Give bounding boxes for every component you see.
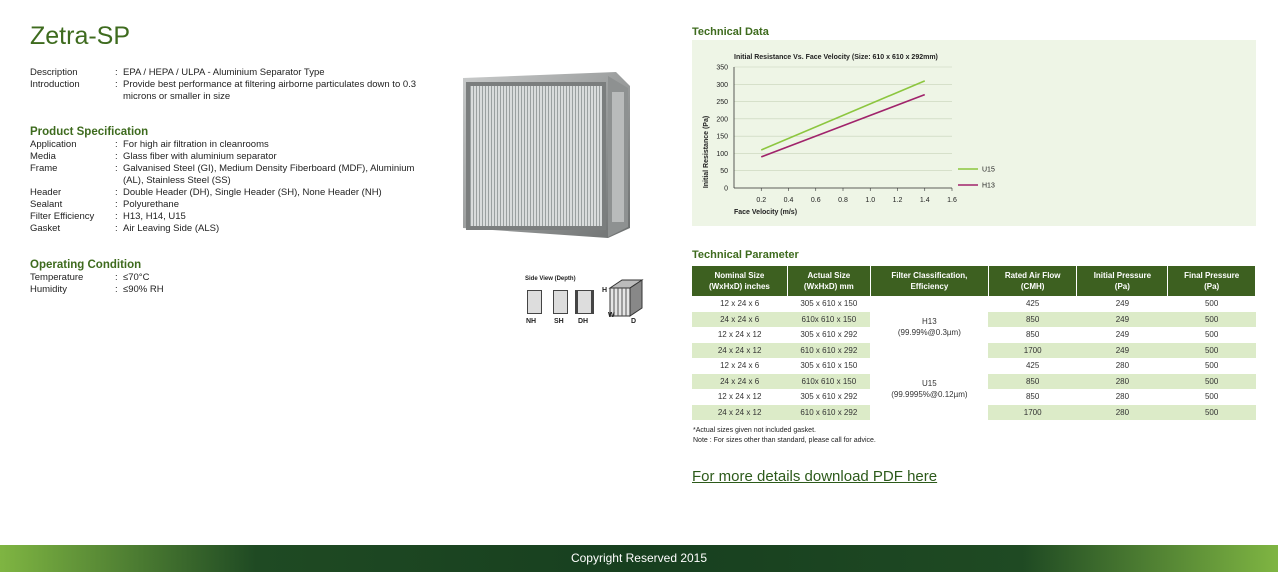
chart-x-tick-label: 1.2 bbox=[892, 197, 903, 204]
actual-size-cell: 305 x 610 x 292 bbox=[800, 392, 858, 402]
operating-label: Temperature bbox=[30, 272, 84, 283]
dimension-label-h: H bbox=[602, 287, 608, 294]
filter-product-image bbox=[458, 72, 633, 242]
legend-label: U15 bbox=[982, 166, 995, 174]
final-pressure-cell: 500 bbox=[1204, 392, 1219, 402]
copyright-text: Copyright Reserved 2015 bbox=[570, 551, 708, 565]
final-pressure-cell: 500 bbox=[1204, 330, 1219, 340]
spec-row: Application : For high air filtration in cleanrooms bbox=[30, 139, 423, 151]
resistance-chart-panel bbox=[692, 40, 1256, 226]
chart-y-tick-label: 200 bbox=[716, 116, 728, 124]
nominal-size-cell: 24 x 24 x 12 bbox=[692, 405, 787, 421]
download-pdf-link[interactable]: For more details download PDF here bbox=[692, 468, 938, 485]
technical-parameter-heading: Technical Parameter bbox=[692, 249, 799, 261]
spec-value: For high air filtration in cleanrooms bbox=[123, 139, 269, 150]
nominal-size-cell: 12 x 24 x 12 bbox=[717, 392, 762, 402]
operating-condition-heading: Operating Condition bbox=[30, 259, 142, 271]
final-pressure-cell: 500 bbox=[1204, 299, 1219, 309]
chart-y-tick-label: 350 bbox=[716, 64, 728, 72]
column-header: Nominal Size (WxHxD) inches bbox=[692, 266, 787, 296]
resistance-chart bbox=[692, 40, 1256, 226]
operating-condition-list bbox=[30, 272, 423, 296]
chart-y-tick-label: 300 bbox=[716, 81, 728, 89]
chart-x-axis-label: Face Velocity (m/s) bbox=[734, 209, 798, 216]
rated-air-flow-cell: 425 bbox=[1025, 361, 1040, 371]
actual-size-cell: 610x 610 x 150 bbox=[787, 374, 870, 390]
nominal-size-cell: 12 x 24 x 12 bbox=[717, 330, 762, 340]
operating-row: Humidity : ≤90% RH bbox=[30, 284, 423, 296]
operating-label: Humidity bbox=[30, 284, 67, 295]
product-specification-list bbox=[30, 139, 423, 235]
chart-y-tick-label: 0 bbox=[724, 185, 728, 193]
column-header: Actual Size (WxHxD) mm bbox=[787, 266, 870, 296]
side-view-dh-box bbox=[575, 290, 594, 314]
introduction-label: Introduction bbox=[30, 79, 80, 90]
dimension-label-d: D bbox=[631, 318, 637, 325]
nominal-size-cell: 12 x 24 x 6 bbox=[720, 299, 760, 309]
side-view-title: Side View (Depth) bbox=[525, 276, 576, 282]
actual-size-cell: 305 x 610 x 292 bbox=[800, 330, 858, 340]
initial-pressure-cell: 280 bbox=[1077, 374, 1168, 390]
final-pressure-cell: 500 bbox=[1168, 343, 1256, 359]
spec-value: Polyurethane bbox=[123, 199, 179, 210]
description-value: EPA / HEPA / ULPA - Aluminium Separator Type bbox=[123, 67, 325, 78]
column-header: Rated Air Flow (CMH) bbox=[988, 266, 1077, 296]
chart-title: Initial Resistance Vs. Face Velocity (Size: 610 x 610 x 292mm) bbox=[734, 54, 938, 61]
table-notes bbox=[693, 426, 876, 445]
spec-row: Frame : Galvanised Steel (GI), Medium Density Fiberboard (MDF), Aluminium (AL), Stainless Steel (SS) bbox=[30, 163, 423, 187]
table-row bbox=[692, 296, 1256, 312]
initial-pressure-cell: 280 bbox=[1115, 392, 1130, 402]
final-pressure-cell: 500 bbox=[1204, 361, 1219, 371]
spec-row: Sealant : Polyurethane bbox=[30, 199, 423, 211]
chart-y-tick-label: 50 bbox=[720, 168, 728, 176]
chart-x-tick-label: 1.4 bbox=[919, 197, 930, 204]
chart-x-tick-label: 1.0 bbox=[865, 197, 876, 204]
spec-label: Application bbox=[30, 139, 77, 150]
actual-size-cell: 610x 610 x 150 bbox=[787, 312, 870, 328]
filter-dimension-icon bbox=[606, 278, 644, 328]
legend-label: H13 bbox=[982, 182, 995, 190]
actual-size-cell: 305 x 610 x 150 bbox=[800, 299, 858, 309]
final-pressure-cell: 500 bbox=[1168, 374, 1256, 390]
operating-row: Temperature : ≤70°C bbox=[30, 272, 423, 284]
product-title: Zetra-SP bbox=[30, 22, 131, 50]
spec-label: Gasket bbox=[30, 223, 61, 234]
initial-pressure-cell: 280 bbox=[1115, 361, 1130, 371]
spec-row: Header : Double Header (DH), Single Header (SH), None Header (NH) bbox=[30, 187, 423, 199]
product-specification-heading: Product Specification bbox=[30, 126, 149, 138]
technical-parameter-table bbox=[692, 266, 1256, 420]
chart-x-tick-label: 0.6 bbox=[810, 197, 821, 204]
spec-value: Air Leaving Side (ALS) bbox=[123, 223, 220, 234]
spec-label: Media bbox=[30, 151, 56, 162]
nominal-size-cell: 24 x 24 x 12 bbox=[692, 343, 787, 359]
nominal-size-cell: 12 x 24 x 6 bbox=[720, 361, 760, 371]
chart-x-tick-label: 0.4 bbox=[783, 197, 794, 204]
rated-air-flow-cell: 850 bbox=[988, 374, 1077, 390]
chart-x-tick-label: 1.6 bbox=[947, 197, 957, 204]
spec-value: Galvanised Steel (GI), Medium Density Fiberboard (MDF), Aluminium (AL), Stainless Steel (SS) bbox=[123, 163, 415, 186]
table-row bbox=[692, 358, 1256, 374]
operating-value: ≤70°C bbox=[123, 272, 150, 283]
actual-size-cell: 610 x 610 x 292 bbox=[787, 343, 870, 359]
rated-air-flow-cell: 850 bbox=[1025, 392, 1040, 402]
rated-air-flow-cell: 425 bbox=[1025, 299, 1040, 309]
chart-x-tick-label: 0.8 bbox=[838, 197, 848, 204]
side-view-label-dh: DH bbox=[578, 318, 589, 325]
initial-pressure-cell: 249 bbox=[1077, 312, 1168, 328]
note-actual-sizes: *Actual sizes given not included gasket. bbox=[693, 427, 816, 434]
side-view-label-sh: SH bbox=[554, 318, 564, 325]
description-label: Description bbox=[30, 67, 78, 78]
side-view-diagram bbox=[522, 274, 647, 334]
spec-value: H13, H14, U15 bbox=[123, 211, 186, 222]
chart-y-tick-label: 100 bbox=[716, 150, 728, 158]
introduction-value: Provide best performance at filtering airborne particulates down to 0.3 microns or smaller in size bbox=[123, 79, 417, 102]
technical-data-heading: Technical Data bbox=[692, 26, 769, 38]
spec-row: Media : Glass fiber with aluminium separator bbox=[30, 151, 423, 163]
filter-classification-cell: H13 (99.99%@0.3µm) bbox=[870, 296, 988, 358]
initial-pressure-cell: 249 bbox=[1077, 343, 1168, 359]
rated-air-flow-cell: 850 bbox=[1025, 330, 1040, 340]
spec-label: Sealant bbox=[30, 199, 63, 210]
spec-row: Filter Efficiency : H13, H14, U15 bbox=[30, 211, 423, 223]
initial-pressure-cell: 280 bbox=[1077, 405, 1168, 421]
chart-series-line-h13 bbox=[761, 95, 925, 157]
side-view-nh-box bbox=[527, 290, 542, 314]
chart-y-tick-label: 250 bbox=[716, 99, 728, 107]
initial-pressure-cell: 249 bbox=[1115, 330, 1130, 340]
footer-bar bbox=[0, 545, 1278, 572]
rated-air-flow-cell: 1700 bbox=[988, 343, 1077, 359]
actual-size-cell: 305 x 610 x 150 bbox=[800, 361, 858, 371]
initial-pressure-cell: 249 bbox=[1115, 299, 1130, 309]
filter-classification-cell: U15 (99.9995%@0.12µm) bbox=[870, 358, 988, 420]
spec-label: Header bbox=[30, 187, 62, 198]
spec-label: Frame bbox=[30, 163, 58, 174]
operating-value: ≤90% RH bbox=[123, 284, 164, 295]
nominal-size-cell: 24 x 24 x 6 bbox=[692, 312, 787, 328]
chart-series-line-u15 bbox=[761, 81, 925, 150]
rated-air-flow-cell: 850 bbox=[988, 312, 1077, 328]
side-view-label-nh: NH bbox=[526, 318, 537, 325]
rated-air-flow-cell: 1700 bbox=[988, 405, 1077, 421]
spec-label: Filter Efficiency bbox=[30, 211, 95, 222]
spec-value: Double Header (DH), Single Header (SH), None Header (NH) bbox=[123, 187, 382, 198]
chart-x-tick-label: 0.2 bbox=[756, 197, 767, 204]
final-pressure-cell: 500 bbox=[1168, 405, 1256, 421]
note-custom-sizes: Note : For sizes other than standard, please call for advice. bbox=[693, 436, 876, 444]
product-intro: Description : EPA / HEPA / ULPA - Aluminium Separator Type Introduction : Provide best performance at filtering airborne particulates down to 0.3 microns or smaller in size bbox=[30, 67, 423, 103]
spec-value: Glass fiber with aluminium separator bbox=[123, 151, 277, 162]
column-header: Initial Pressure (Pa) bbox=[1077, 266, 1168, 296]
final-pressure-cell: 500 bbox=[1168, 312, 1256, 328]
side-view-sh-box bbox=[553, 290, 568, 314]
dimension-label-w: W bbox=[608, 312, 615, 319]
actual-size-cell: 610 x 610 x 292 bbox=[787, 405, 870, 421]
column-header: Final Pressure (Pa) bbox=[1168, 266, 1256, 296]
nominal-size-cell: 24 x 24 x 6 bbox=[692, 374, 787, 390]
column-header: Filter Classification, Efficiency bbox=[870, 266, 988, 296]
chart-y-tick-label: 150 bbox=[716, 133, 728, 141]
spec-row: Gasket : Air Leaving Side (ALS) bbox=[30, 223, 423, 235]
chart-y-axis-label: Initial Resistance (Pa) bbox=[703, 115, 710, 189]
